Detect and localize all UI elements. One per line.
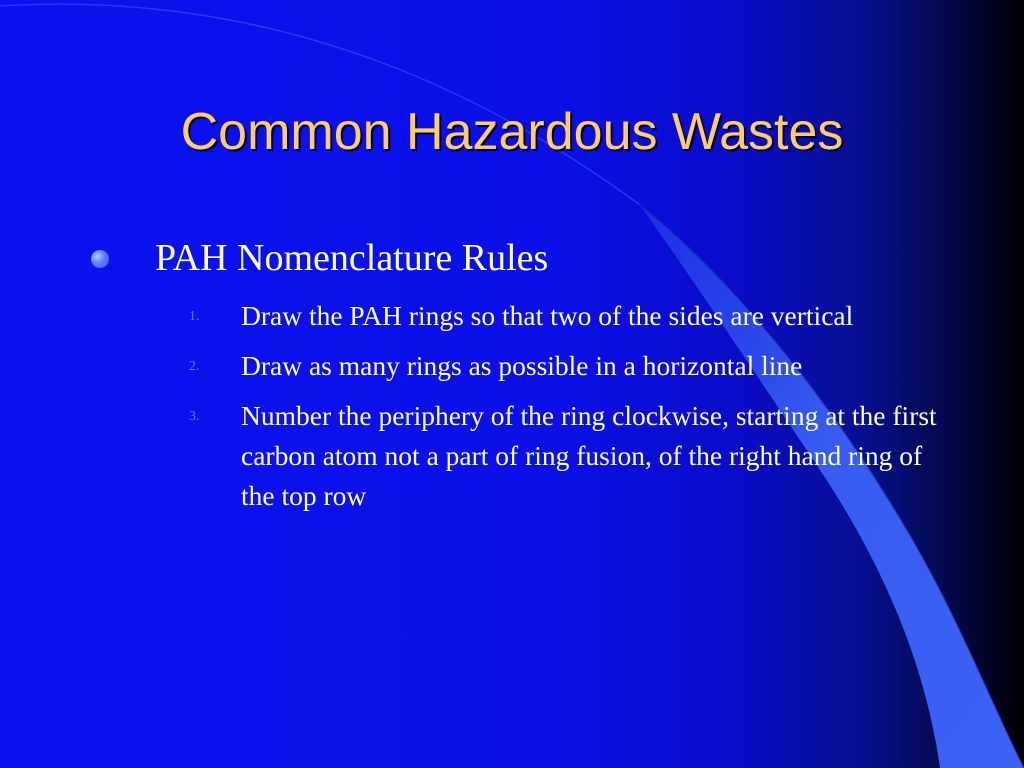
slide-title: Common Hazardous Wastes bbox=[180, 103, 844, 161]
list-item-number: 3. bbox=[189, 409, 200, 424]
list-item bbox=[185, 346, 965, 386]
list-item-number: 1. bbox=[189, 309, 200, 324]
bullet-text: PAH Nomenclature Rules bbox=[155, 237, 549, 279]
list-item-text: Draw as many rings as possible in a horizontal line bbox=[241, 350, 803, 381]
numbered-rules-list bbox=[185, 296, 965, 526]
list-item-text: Draw the PAH rings so that two of the sides are vertical bbox=[241, 300, 854, 331]
list-item bbox=[185, 296, 965, 336]
list-item-number: 2. bbox=[189, 359, 200, 374]
list-item-text: Number the periphery of the ring clockwise, starting at the first carbon atom not a part of ring fusion, of the right hand ring of the top row bbox=[241, 400, 937, 511]
bullet-dot-icon bbox=[91, 250, 109, 268]
list-item bbox=[185, 396, 965, 516]
